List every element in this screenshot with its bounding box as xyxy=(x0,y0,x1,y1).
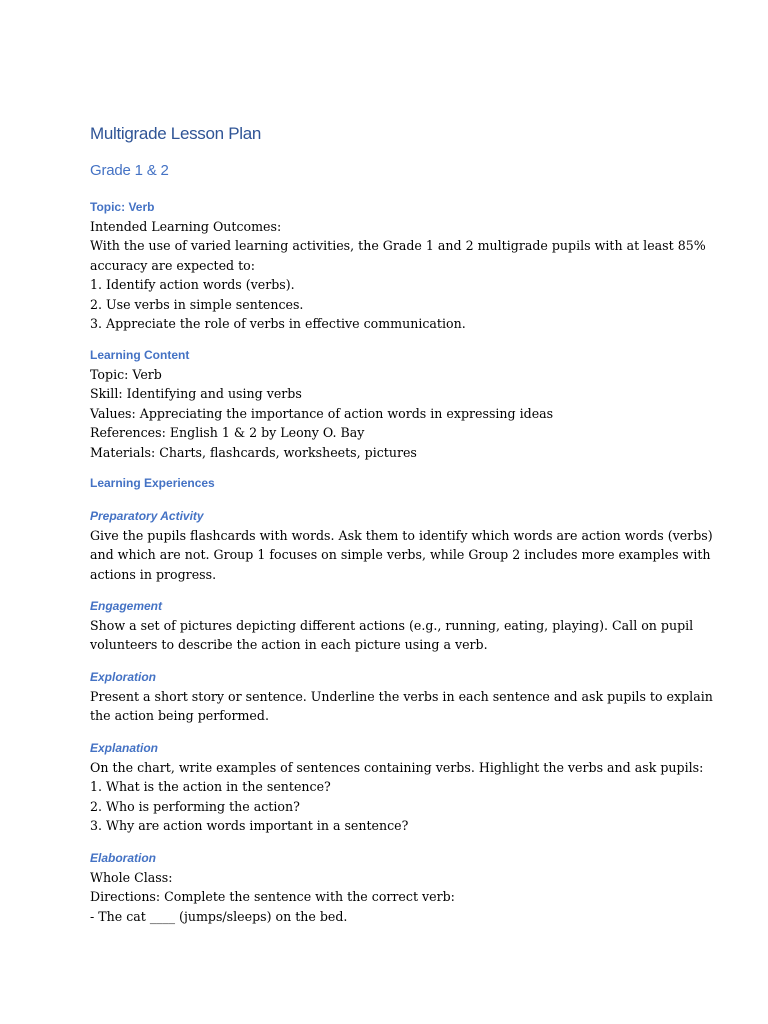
body-line: Give the pupils flashcards with words. Ask them to identify which words are action words (verbs) xyxy=(90,528,713,543)
body-line: Whole Class: xyxy=(90,870,173,885)
section-heading: Elaboration xyxy=(90,851,157,865)
body-line: With the use of varied learning activities, the Grade 1 and 2 multigrade pupils with at least 85% xyxy=(90,238,706,254)
section-learning-experiences xyxy=(90,474,690,493)
section-exploration xyxy=(90,668,713,726)
body-line: 3. Appreciate the role of verbs in effective communication. xyxy=(90,315,466,331)
body-line: Intended Learning Outcomes: xyxy=(90,219,282,234)
document-subtitle: Grade 1 & 2 xyxy=(90,162,169,179)
body-line: the action being performed. xyxy=(90,708,269,724)
body-line: Materials: Charts, flashcards, worksheets, pictures xyxy=(90,444,417,460)
section-engagement xyxy=(90,597,694,655)
body-line: volunteers to describe the action in each picture using a verb. xyxy=(90,637,488,653)
section-preparatory-activity xyxy=(90,507,713,584)
section-topic xyxy=(90,198,706,333)
section-explanation xyxy=(90,739,704,836)
body-line: 3. Why are action words important in a sentence? xyxy=(90,818,409,834)
body-line: 2. Who is performing the action? xyxy=(90,798,300,814)
section-heading: Learning Content xyxy=(90,348,190,362)
section-heading: Topic: Verb xyxy=(90,200,155,214)
body-line: 2. Use verbs in simple sentences. xyxy=(90,296,304,312)
body-line: On the chart, write examples of sentences containing verbs. Highlight the verbs and ask pupils: xyxy=(90,760,704,775)
body-line: - The cat ____ (jumps/sleeps) on the bed. xyxy=(90,908,348,924)
body-line: actions in progress. xyxy=(90,566,217,582)
document-title: Multigrade Lesson Plan xyxy=(90,124,262,143)
body-line: Present a short story or sentence. Underline the verbs in each sentence and ask pupils to explain xyxy=(90,689,713,704)
body-line: Show a set of pictures depicting different actions (e.g., running, eating, playing). Call on pupil xyxy=(90,618,694,633)
body-line: and which are not. Group 1 focuses on simple verbs, while Group 2 includes more examples with xyxy=(90,547,711,563)
section-heading: Engagement xyxy=(90,599,163,613)
body-line: Topic: Verb xyxy=(90,367,162,382)
body-line: 1. Identify action words (verbs). xyxy=(90,277,295,293)
section-elaboration xyxy=(90,849,690,926)
body-line: 1. What is the action in the sentence? xyxy=(90,779,331,795)
body-line: References: English 1 & 2 by Leony O. Bay xyxy=(90,425,365,441)
section-heading: Explanation xyxy=(90,741,159,755)
section-heading: Learning Experiences xyxy=(90,476,215,490)
body-line: Directions: Complete the sentence with the correct verb: xyxy=(90,889,455,905)
body-line: accuracy are expected to: xyxy=(90,257,255,273)
section-learning-content xyxy=(90,346,690,462)
body-line: Skill: Identifying and using verbs xyxy=(90,386,302,402)
section-heading: Exploration xyxy=(90,670,157,684)
section-heading: Preparatory Activity xyxy=(90,509,204,523)
body-line: Values: Appreciating the importance of action words in expressing ideas xyxy=(90,405,554,421)
